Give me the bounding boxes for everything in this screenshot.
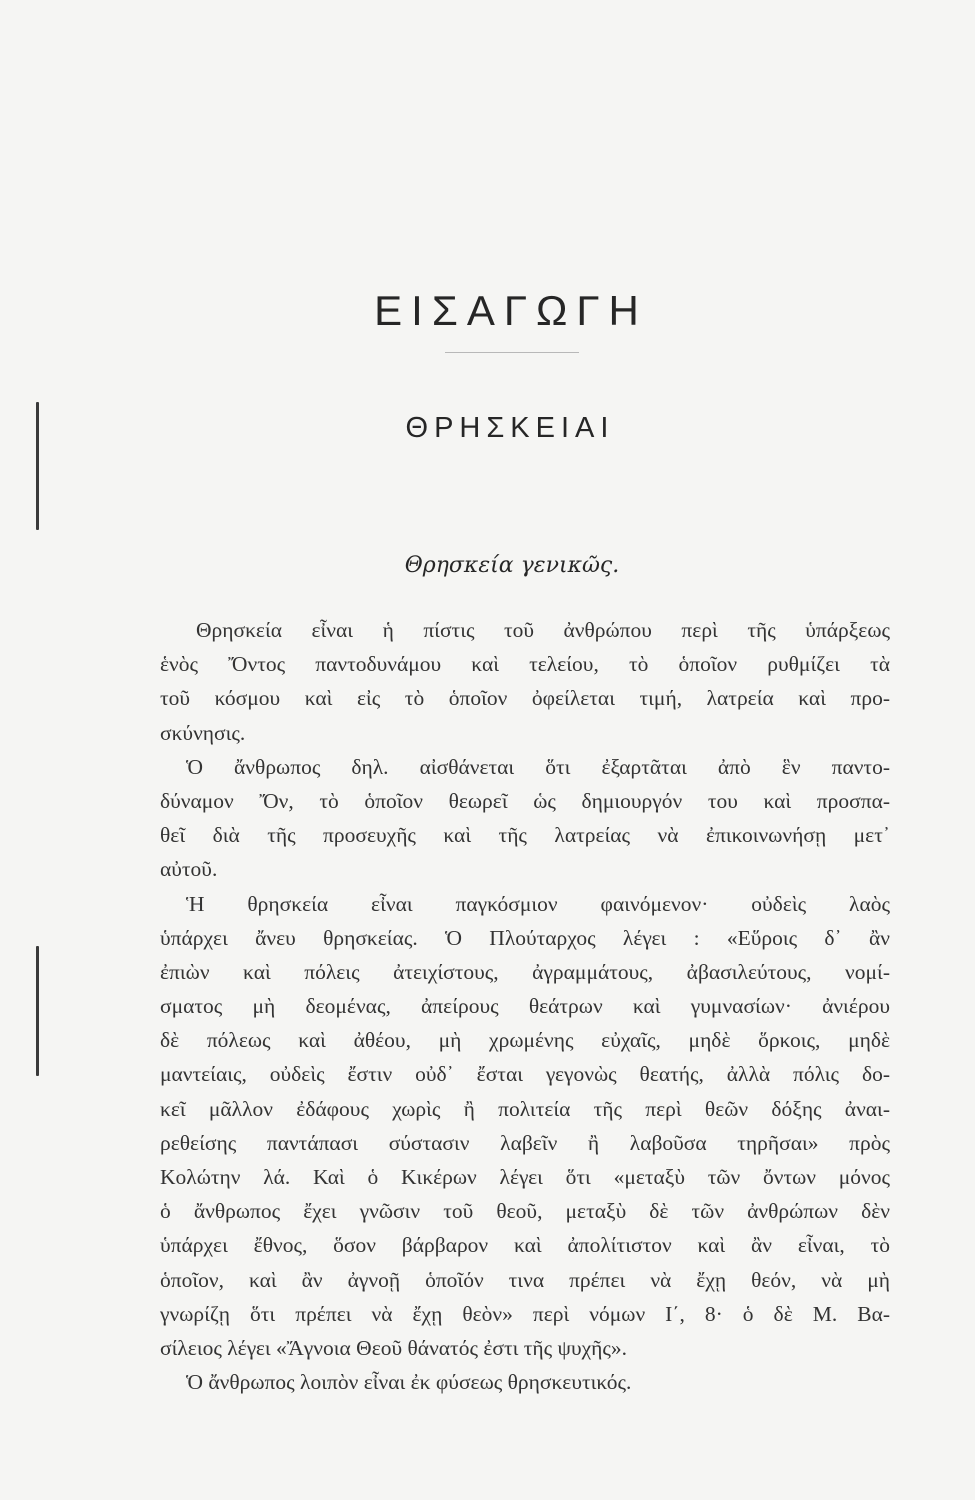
body-text: [160, 613, 890, 1399]
text-line: Ὁ ἄνθρωπος λοιπὸν εἶναι ἐκ φύσεως θρησκευτικός.: [186, 1370, 632, 1395]
text-line: ἐπιὼν καὶ πόλεις ἀτειχίστους, ἀγραμμάτους, ἀβασιλεύτους, νομί-: [160, 959, 890, 984]
text-line: τοῦ κόσμου καὶ εἰς τὸ ὁποῖον ὀφείλεται τιμή, λατρεία καὶ προ-: [160, 686, 890, 711]
text-line: Ἡ θρησκεία εἶναι παγκόσμιον φαινόμενον· οὐδεὶς λαὸς: [186, 891, 890, 916]
text-line: ἑνὸς Ὄντος παντοδυνάμου καὶ τελείου, τὸ ὁποῖον ρυθμίζει τὰ: [160, 652, 890, 677]
text-line: ὁ ἄνθρωπος ἔχει γνῶσιν τοῦ θεοῦ, μεταξὺ δὲ τῶν ἀνθρώπων δὲν: [160, 1199, 890, 1224]
text-line: ρεθείσης παντάπασι σύστασιν λαβεῖν ἢ λαβοῦσα τηρῆσαι» πρὸς: [160, 1130, 890, 1155]
margin-line-bottom: [36, 946, 39, 1076]
section-heading: Θρησκεία γενικῶς.: [404, 553, 620, 578]
text-line: σίλειος λέγει «Ἄγνοια Θεοῦ θάνατός ἐστι τῆς ψυχῆς».: [160, 1335, 628, 1360]
text-line: δὲ πόλεως καὶ ἀθέου, μὴ χρωμένης εὐχαῖς, μηδὲ ὅρκοις, μηδὲ: [160, 1028, 890, 1053]
text-line: κεῖ μᾶλλον ἐδάφους χωρὶς ἢ πολιτεία τῆς περὶ θεῶν δόξης ἀναι-: [160, 1096, 890, 1121]
text-line: Ὁ ἄνθρωπος δηλ. αἰσθάνεται ὅτι ἐξαρτᾶται ἀπὸ ἓν παντο-: [186, 754, 890, 779]
text-line: σματος μὴ δεομένας, ἀπείρους θεάτρων καὶ γυμνασίων· ἀνιέρου: [160, 994, 890, 1019]
title-divider: [445, 352, 579, 353]
text-line: Κολώτην λά. Καὶ ὁ Κικέρων λέγει ὅτι «μεταξὺ τῶν ὄντων μόνος: [160, 1165, 890, 1189]
text-line: ὑπάρχει ἄνευ θρησκείας. Ὁ Πλούταρχος λέγει : «Εὕροις δ᾿ ἂν: [160, 925, 890, 950]
chapter-title: ΕΙΣΑΓΩΓΗ: [374, 287, 648, 334]
text-line: αὐτοῦ.: [160, 857, 218, 882]
text-line: σκύνησις.: [160, 720, 246, 745]
chapter-subtitle: ΘΡΗΣΚΕΙΑΙ: [405, 412, 615, 444]
text-line: μαντείαις, οὐδεὶς ἔστιν οὐδ᾿ ἔσται γεγονὼς θεατής, ἀλλὰ πόλις δο-: [160, 1062, 890, 1087]
text-line: δύναμον Ὄν, τὸ ὁποῖον θεωρεῖ ὡς δημιουργόν του καὶ προσπα-: [160, 788, 890, 813]
text-line: ὁποῖον, καὶ ἂν ἀγνοῇ ὁποῖόν τινα πρέπει νὰ ἔχῃ θεόν, νὰ μὴ: [160, 1267, 890, 1292]
text-line: θεῖ διὰ τῆς προσευχῆς καὶ τῆς λατρείας νὰ ἐπικοινωνήσῃ μετ᾿: [160, 823, 890, 848]
text-line: γνωρίζῃ ὅτι πρέπει νὰ ἔχῃ θεὸν» περὶ νόμων Ι΄, 8· ὁ δὲ Μ. Βα-: [160, 1301, 890, 1326]
text-line: ὑπάρχει ἔθνος, ὅσον βάρβαρον καὶ ἀπολίτιστον καὶ ἂν εἶναι, τὸ: [160, 1233, 890, 1258]
text-line: Θρησκεία εἶναι ἡ πίστις τοῦ ἀνθρώπου περὶ τῆς ὑπάρξεως: [196, 618, 890, 642]
